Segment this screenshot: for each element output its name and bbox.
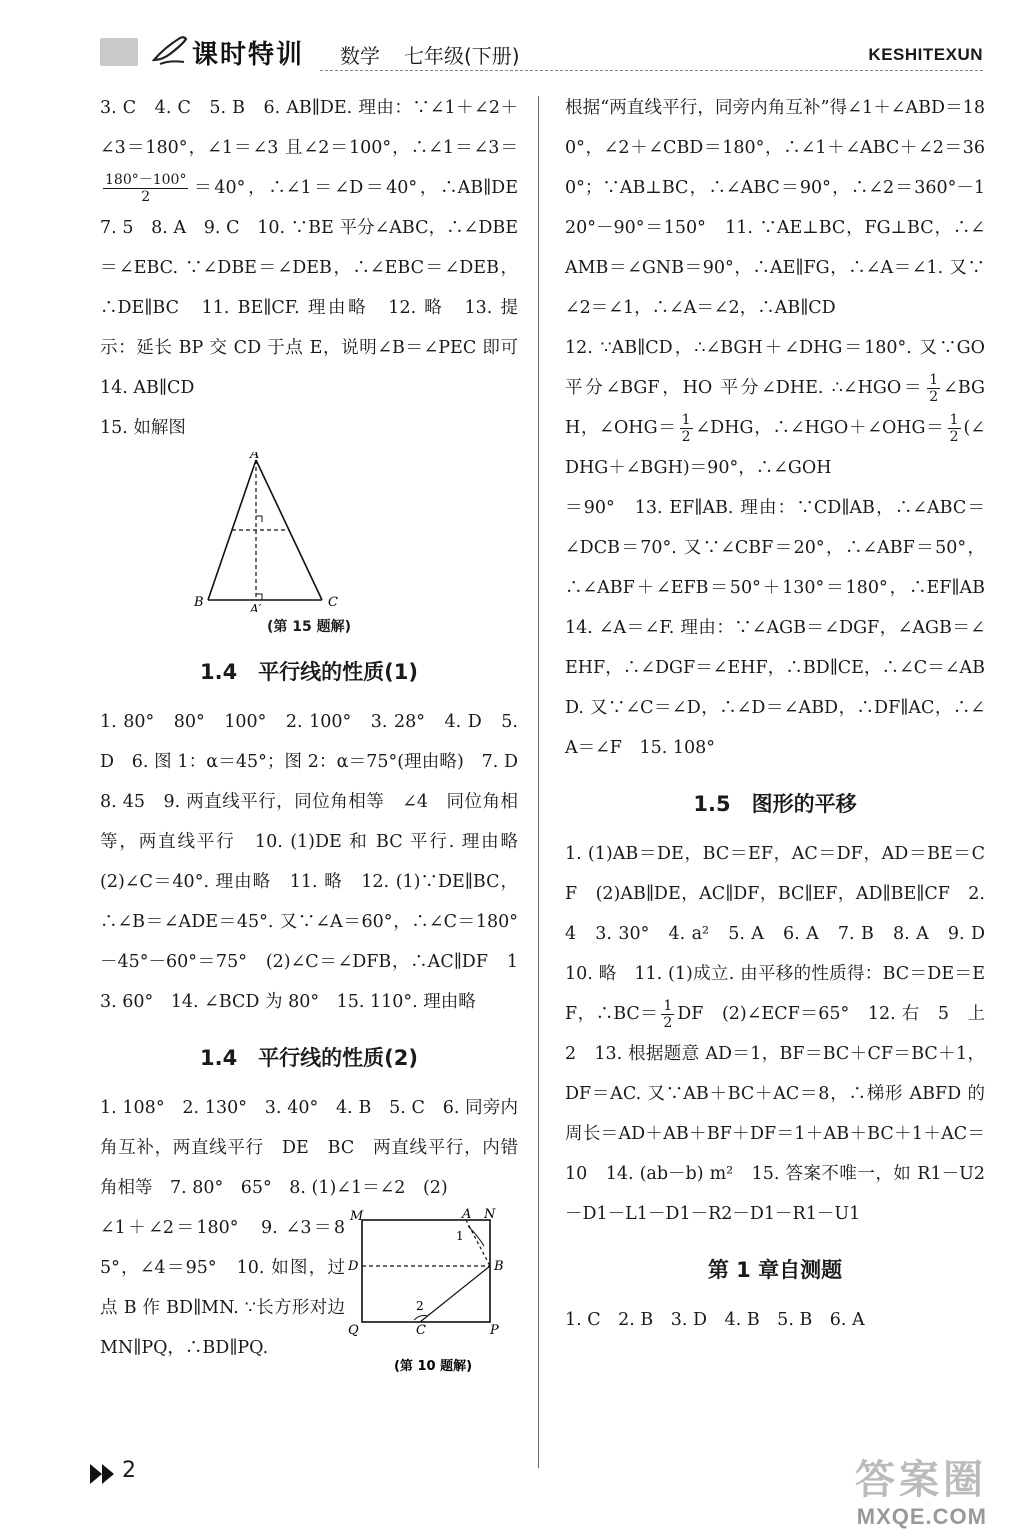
- fraction-numerator: 180°－100°: [105, 172, 187, 188]
- label-p: P: [490, 1323, 499, 1338]
- header-rule: [320, 70, 983, 71]
- double-chevron-icon: [88, 1462, 118, 1486]
- header-brand: 课时特训: [192, 40, 305, 70]
- question-9-10-block: [100, 1208, 518, 1374]
- label-m: M: [350, 1209, 364, 1224]
- label-n: N: [484, 1208, 496, 1222]
- section-title-chapter-test: 第 1 章自测题: [707, 1258, 843, 1282]
- question-15-label: 15. 如解图: [100, 418, 186, 438]
- section-1-5-part-b: DF (2)∠ECF＝65° 12. 右 5 上 2 13. 根据题意 AD＝1，BF＝BC＋CF＝BC＋1，DF＝AC. 又∵AB＋BC＋AC＝8，∴梯形 ABFD 的周长＝AD＋AB＋BF＋DF＝1＋AB＋BC＋1＋AC＝10 14. (ab－b) m² 15. 答案不唯一，如 R1－U2－D1－L1－D1－R2－D1－R1－U1: [565, 1004, 1003, 1224]
- section-title-1-4-2: 1.4 平行线的性质(2): [199, 1046, 418, 1070]
- page-number: 2: [122, 1458, 136, 1483]
- answers-6-14: ＝40°，∴∠1＝∠D＝40°，∴AB∥DE 7. 5 8. A 9. C 10. ∵BE 平分∠ABC，∴∠DBE＝∠EBC. ∵∠DBE＝∠DEB，∴∠EBC＝∠DEB，∴DE∥BC 11. BE∥CF. 理由略 12. 略 13. 提示：延长 BP 交 CD 于点 E，说明∠B＝∠PEC 即可 14. AB∥CD: [100, 178, 536, 398]
- triangle-diagram: [100, 452, 518, 612]
- angle-2-label: 2: [416, 1299, 424, 1313]
- label-c: C: [416, 1323, 426, 1338]
- answers-8-10: ∠1＋∠2＝180° 9. ∠3＝85°，∠4＝95° 10. 如图，过点 B 作 BD∥MN. ∵长方形对边 MN∥PQ，∴BD∥PQ.: [100, 1218, 345, 1358]
- label-q: Q: [348, 1323, 359, 1338]
- right-block-1: 根据“两直线平行，同旁内角互补”得∠1＋∠ABD＝180°，∠2＋∠CBD＝180°，∴∠1＋∠ABC＋∠2＝360°；∵AB⊥BC，∴∠ABC＝90°，∴∠2＝360°－120°－90°＝150° 11. ∵AE⊥BC，FG⊥BC，∴∠AMB＝∠GNB＝90°，∴AE∥FG，∴∠A＝∠1. 又∵∠2＝∠1，∴∠A＝∠2，∴AB∥CD: [565, 98, 985, 318]
- figure-15: [100, 452, 518, 612]
- watermark-logo: 答案圈: [855, 1457, 987, 1503]
- section-1-4-1-answers: 1. 80° 80° 100° 2. 100° 3. 28° 4. D 5. D 6. 图 1：α＝45°；图 2：α＝75°(理由略) 7. D 8. 45 9. 两直线平行，同位角相等 ∠4 同位角相等，两直线平行 10. (1)DE 和 BC 平行. 理由略 (2)∠C＝40°. 理由略 11. 略 12. (1)∵DE∥BC，∴∠B＝∠ADE＝45°. 又∵∠A＝60°，∴∠C＝180°－45°－60°＝75° (2)∠C＝∠DFB，∴AC∥DF 13. 60° 14. ∠BCD 为 80° 15. 110°. 理由略: [100, 712, 536, 1012]
- fraction-numerator: 1: [663, 998, 673, 1014]
- pen-icon: [150, 30, 190, 70]
- fraction-denominator: 2: [141, 189, 151, 205]
- answer-12-part-a: 12. ∵AB∥CD，∴∠BGH＋∠DHG＝180°. 又∵GO 平分∠BGF，HO 平分∠DHE. ∴∠HGO＝: [565, 338, 985, 398]
- angle-1-label: 1: [456, 1229, 464, 1243]
- left-column: [100, 88, 536, 1374]
- fraction-half: [680, 412, 693, 445]
- answer-12-part-b: ∠BGH，∠OHG＝: [565, 378, 985, 438]
- header-grade: 七年级(下册): [404, 44, 520, 68]
- figure-10: [348, 1208, 518, 1398]
- section-title-1-4-1: 1.4 平行线的性质(1): [199, 660, 418, 684]
- label-b: B: [494, 1259, 504, 1274]
- fraction-numerator: 1: [929, 372, 939, 388]
- fraction-numerator: 1: [681, 412, 691, 428]
- fraction-denominator: 2: [681, 429, 691, 445]
- column-divider: [538, 96, 539, 1468]
- fraction-half: [661, 998, 674, 1031]
- fraction-half: [948, 412, 961, 445]
- right-column: [565, 88, 1003, 1340]
- right-block-2: ＝90° 13. EF∥AB. 理由：∵CD∥AB，∴∠ABC＝∠DCB＝70°. 又∵∠CBF＝20°，∴∠ABF＝50°，∴∠ABF＋∠EFB＝50°＋130°＝180°，∴EF∥AB 14. ∠A＝∠F. 理由：∵∠AGB＝∠DGF，∠AGB＝∠EHF，∴∠DGF＝∠EHF，∴BD∥CE，∴∠C＝∠ABD. 又∵∠C＝∠D，∴∠D＝∠ABD，∴DF∥AC，∴∠A＝∠F 15. 108°: [565, 498, 1003, 758]
- watermark-url: MXQE.COM: [856, 1504, 987, 1529]
- header-badge: [100, 38, 138, 66]
- left-block-1: [100, 88, 536, 408]
- label-a-prime: A′: [250, 602, 262, 612]
- page-header: [0, 0, 1027, 78]
- header-english: KESHITEXUN: [868, 45, 983, 64]
- section-1-5-part-a: 1. (1)AB＝DE，BC＝EF，AC＝DF，AD＝BE＝CF (2)AB∥DE，AC∥DF，BC∥EF，AD∥BE∥CF 2. 4 3. 30° 4. a² 5. A 6. A 7. B 8. A 9. D 10. 略 11. (1)成立. 由平移的性质得：BC＝DE＝EF，∴BC＝: [565, 844, 1003, 1024]
- section-title-1-5: 1.5 图形的平移: [693, 792, 857, 816]
- answer-12-part-d: (∠DHG＋∠BGH)＝90°，∴∠GOH: [565, 418, 985, 478]
- rectangle-diagram: [348, 1208, 518, 1398]
- fraction: [103, 172, 188, 205]
- label-a: A: [462, 1208, 472, 1222]
- section-1-5-answers: [565, 834, 1003, 1234]
- fraction-half: [927, 372, 940, 405]
- fraction-denominator: 2: [949, 429, 959, 445]
- fraction-denominator: 2: [663, 1015, 673, 1031]
- label-a: A: [250, 452, 260, 462]
- label-c: C: [328, 595, 338, 610]
- fraction-numerator: 1: [949, 412, 959, 428]
- answers-3-6: 3. C 4. C 5. B 6. AB∥DE. 理由：∵∠1＋∠2＋∠3＝180°，∠1＝∠3 且∠2＝100°，∴∠1＝∠3＝: [100, 98, 518, 158]
- header-subject: 数学: [340, 44, 380, 68]
- answer-12-part-c: ∠DHG，∴∠HGO＋∠OHG＝: [695, 418, 945, 438]
- figure-15-caption: (第 15 题解): [266, 619, 352, 635]
- section-1-4-2-answers: 1. 108° 2. 130° 3. 40° 4. B 5. C 6. 同旁内角互补，两直线平行 DE BC 两直线平行，内错角相等 7. 80° 65° 8. (1)∠1＝∠2 (2): [100, 1098, 518, 1198]
- fraction-denominator: 2: [929, 389, 939, 405]
- chapter-test-answers: 1. C 2. B 3. D 4. B 5. B 6. A: [565, 1310, 865, 1330]
- answer-12: [565, 328, 985, 488]
- label-d: D: [348, 1259, 359, 1274]
- figure-10-caption: (第 10 题解): [393, 1359, 473, 1374]
- label-b: B: [194, 595, 204, 610]
